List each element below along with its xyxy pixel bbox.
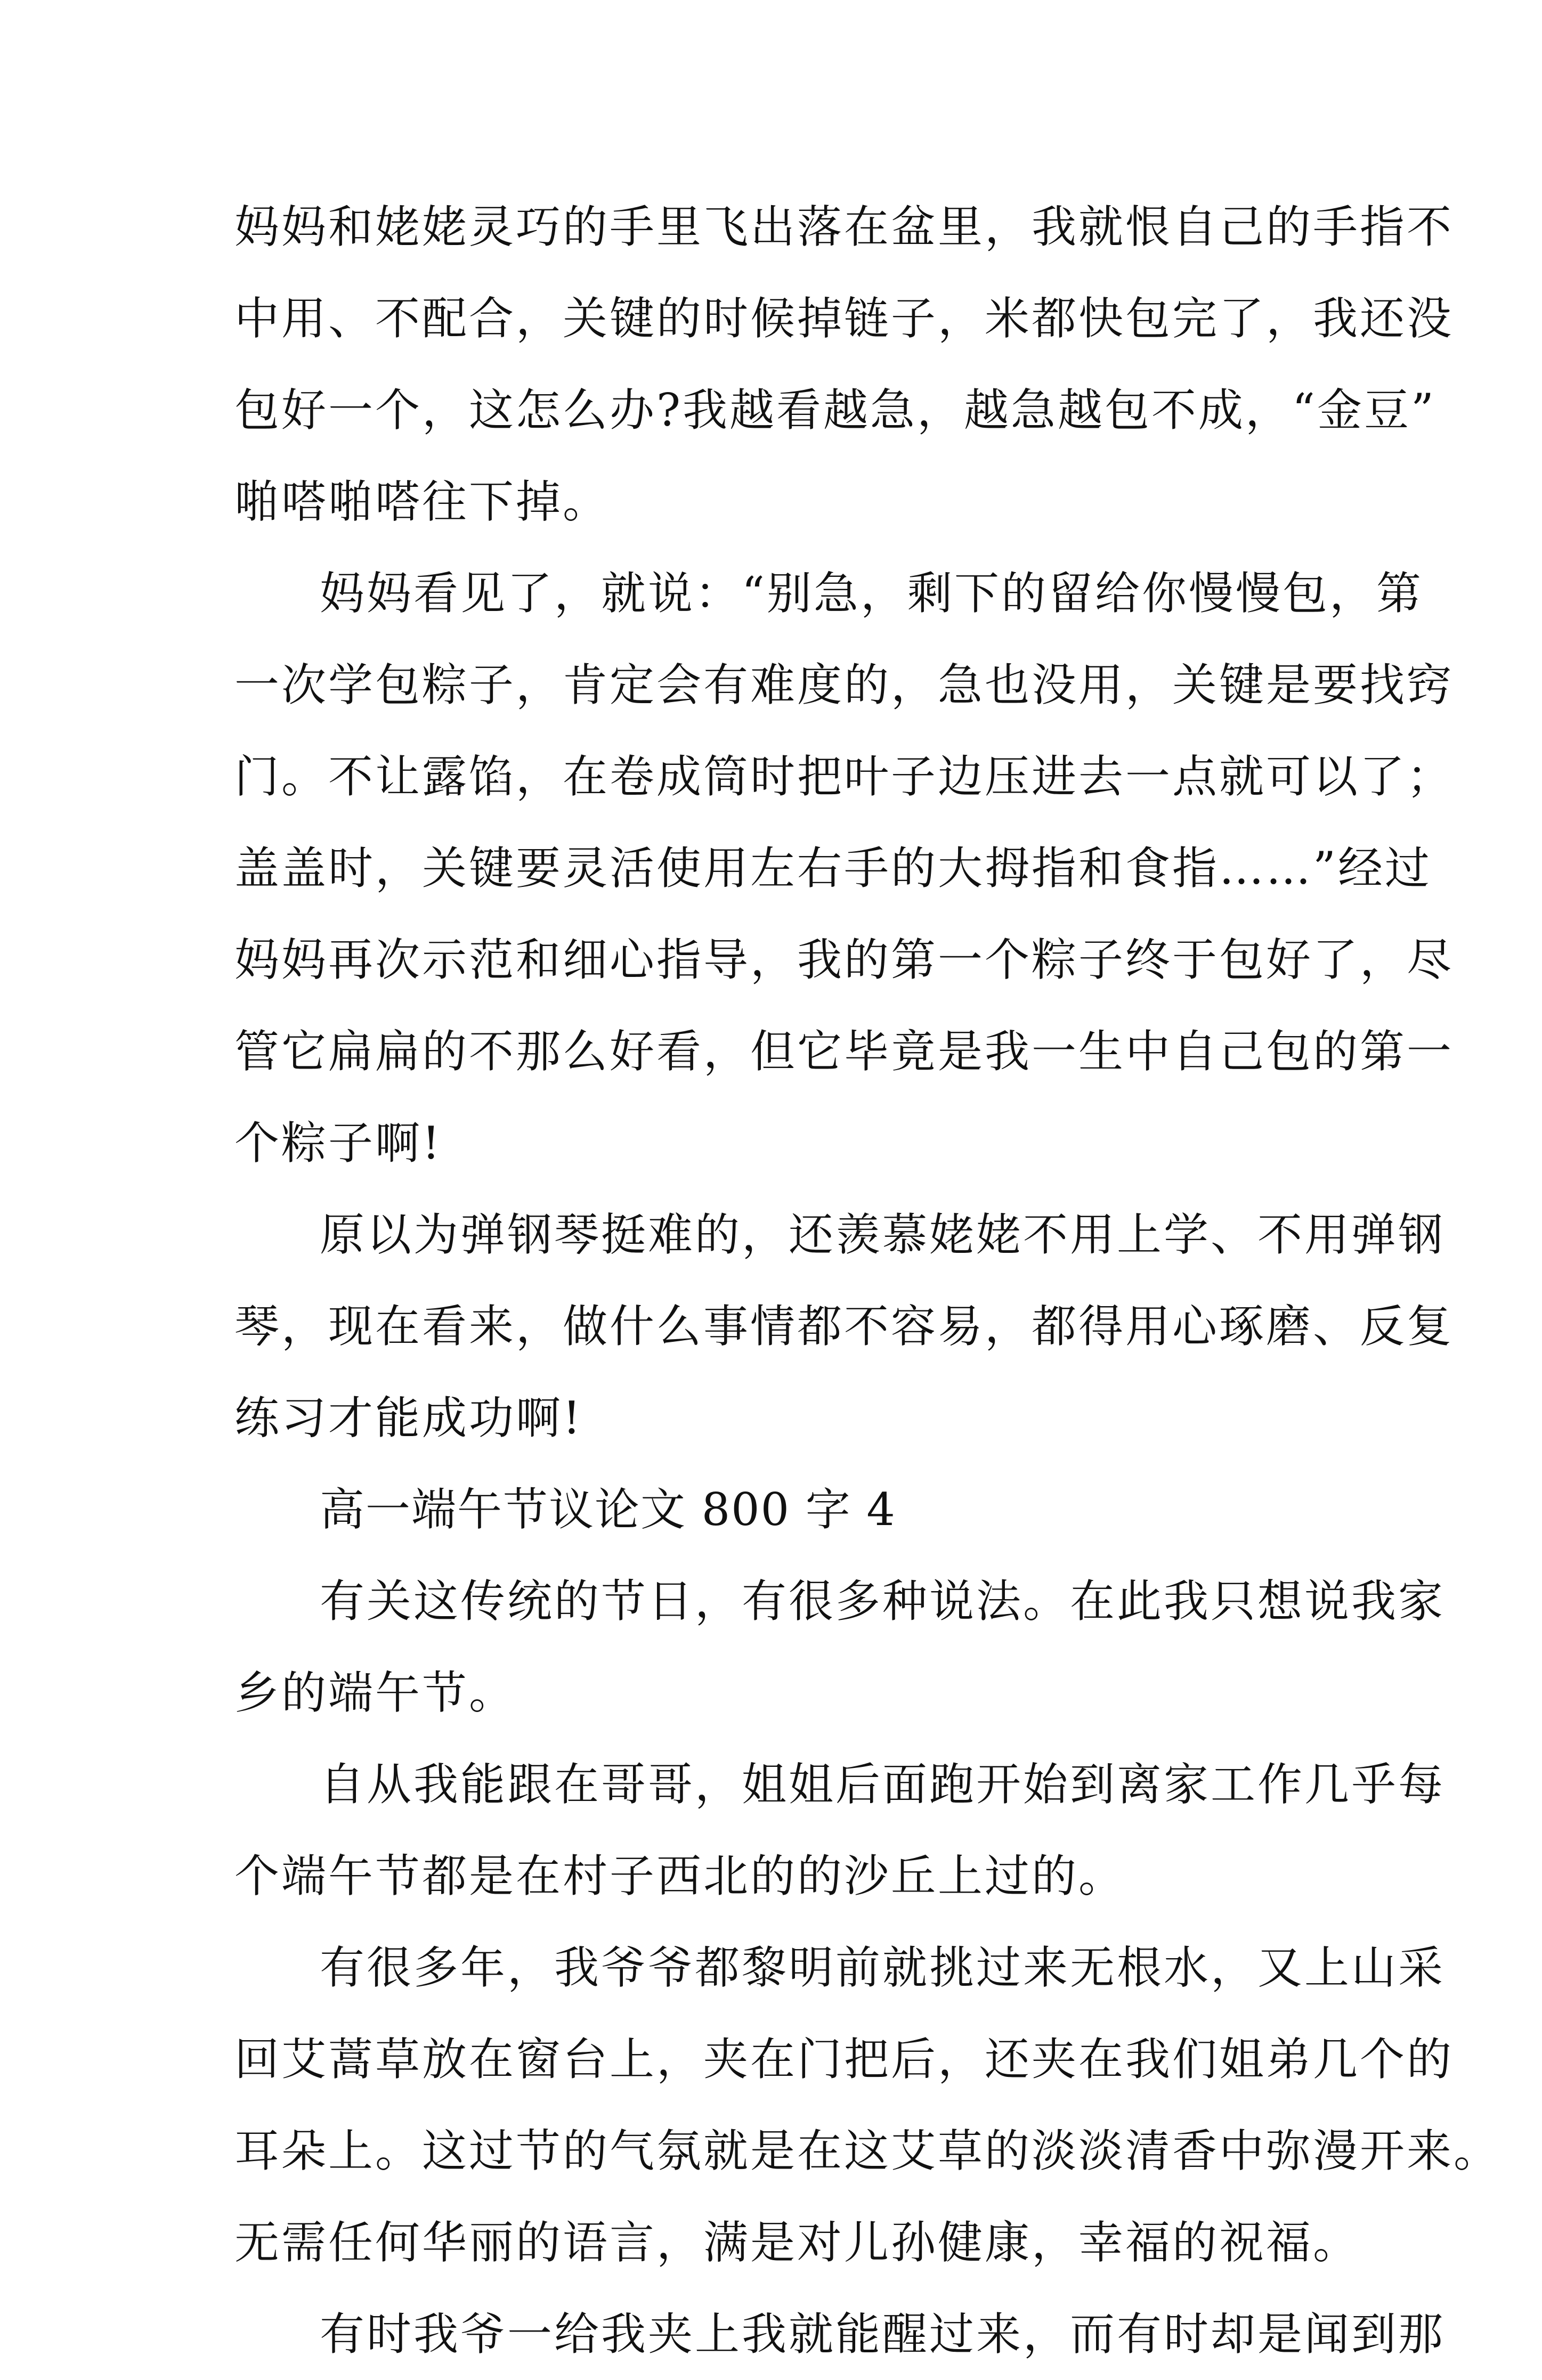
text-line: 练习才能成功啊! [234, 1392, 583, 1444]
text-line: 啪嗒啪嗒往下掉。 [234, 476, 610, 528]
text-line: 妈妈看见了，就说：“别急，剩下的留给你慢慢包，第 [320, 567, 1423, 620]
text-line: 盖盖时，关键要灵活使用左右手的大拇指和食指……”经过 [234, 842, 1432, 894]
paragraph [234, 548, 1454, 1189]
text-line: 有很多年，我爷爷都黎明前就挑过来无根水，又上山采 [320, 1942, 1446, 1994]
paragraph [234, 1739, 1446, 1922]
document-body [234, 181, 1501, 2380]
paragraph [234, 1555, 1446, 1739]
text-line: 包好一个，这怎么办?我越看越急，越急越包不成，“金豆” [234, 384, 1436, 436]
section-heading: 高一端午节议论文 800 字 4 [320, 1484, 896, 1536]
text-line: 原以为弹钢琴挺难的，还羡慕姥姥不用上学、不用弹钢 [320, 1209, 1446, 1261]
text-line: 有时我爷一给我夹上我就能醒过来，而有时却是闻到那 [320, 2308, 1446, 2360]
text-line: 无需任何华丽的语言，满是对儿孙健康，幸福的祝福。 [234, 2216, 1360, 2269]
text-line: 有关这传统的节日，有很多种说法。在此我只想说我家 [320, 1575, 1446, 1627]
paragraph [234, 181, 1454, 548]
text-line: 妈妈再次示范和细心指导，我的第一个粽子终于包好了，尽 [234, 934, 1454, 986]
text-line: 耳朵上。这过节的气氛就是在这艾草的淡淡清香中弥漫开来。 [234, 2125, 1501, 2177]
text-line: 回艾蒿草放在窗台上，夹在门把后，还夹在我们姐弟几个的 [234, 2033, 1454, 2085]
text-line: 中用、不配合，关键的时候掉链子，米都快包完了，我还没 [234, 292, 1454, 345]
text-line: 自从我能跟在哥哥，姐姐后面跑开始到离家工作几乎每 [320, 1758, 1446, 1811]
text-line: 个粽子啊! [234, 1117, 442, 1169]
text-line: 琴，现在看来，做什么事情都不容易，都得用心琢磨、反复 [234, 1300, 1454, 1352]
text-line: 乡的端午节。 [234, 1667, 516, 1719]
text-line: 一次学包粽子，肯定会有难度的，急也没用，关键是要找窍 [234, 659, 1454, 711]
paragraph [234, 1922, 1501, 2288]
paragraph [234, 2288, 1446, 2380]
text-line: 门。不让露馅，在卷成筒时把叶子边压进去一点就可以了； [234, 751, 1454, 803]
text-line: 个端午节都是在村子西北的的沙丘上过的。 [234, 1850, 1126, 1902]
text-line: 妈妈和姥姥灵巧的手里飞出落在盆里，我就恨自己的手指不 [234, 201, 1454, 253]
text-line: 管它扁扁的不那么好看，但它毕竟是我一生中自己包的第一 [234, 1025, 1454, 1078]
paragraph [234, 1189, 1454, 1464]
